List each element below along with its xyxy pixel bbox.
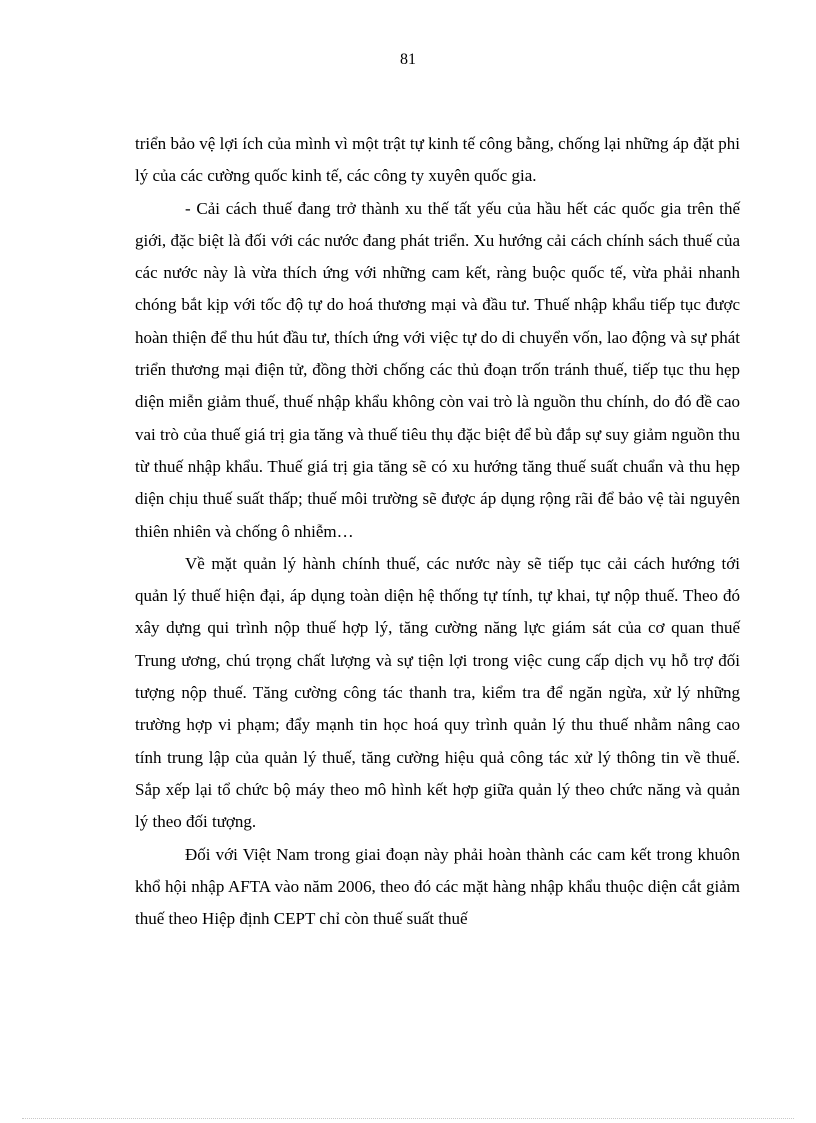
paragraph-vietnam: Đối với Việt Nam trong giai đoạn này phải hoàn thành các cam kết trong khuôn khổ hội nhập AFTA vào năm 2006, theo đó các mặt hàng nhập khẩu thuộc diện cắt giảm thuế theo Hiệp định CEPT chỉ còn thuế suất thuế [135, 844, 740, 929]
paragraph-tax-reform: - Cải cách thuế đang trở thành xu thế tất yếu của hầu hết các quốc gia trên thế giới, đặc biệt là đối với các nước đang phát triển. Xu hướng cải cách chính sách thuế của các nước này là vừa thích ứng với những cam kết, ràng buộc quốc tế, vừa phải nhanh chóng bắt kịp với tốc độ tự do hoá thương mại và đầu tư. Thuế nhập khẩu tiếp tục được hoàn thiện để thu hút đầu tư, thích ứng với việc tự do di chuyển vốn, lao động và sự phát triển thương mại điện tử, đồng thời chống các thủ đoạn trốn tránh thuế, tiếp tục thu hẹp diện miễn giảm thuế, thuế nhập khẩu không còn vai trò là nguồn thu chính, do đó đề cao vai trò của thuế giá trị gia tăng và thuế tiêu thụ đặc biệt để bù đắp sự suy giảm nguồn thu từ thuế nhập khẩu. Thuế giá trị gia tăng sẽ có xu hướng tăng thuế suất chuẩn và thu hẹp diện chịu thuế suất thấp; thuế môi trường sẽ được áp dụng rộng rãi để bảo vệ tài nguyên thiên nhiên và chống ô nhiễm… [135, 198, 740, 541]
paragraph-tax-administration: Về mặt quản lý hành chính thuế, các nước này sẽ tiếp tục cải cách hướng tới quản lý thuế hiện đại, áp dụng toàn diện hệ thống tự tính, tự khai, tự nộp thuế. Theo đó xây dựng qui trình nộp thuế hợp lý, tăng cường năng lực giám sát của cơ quan thuế Trung ương, chú trọng chất lượng và sự tiện lợi trong việc cung cấp dịch vụ hỗ trợ đối tượng nộp thuế. Tăng cường công tác thanh tra, kiểm tra để ngăn ngừa, xử lý những trường hợp vi phạm; đẩy mạnh tin học hoá quy trình quản lý thu thuế nhằm nâng cao tính trung lập của quản lý thuế, tăng cường hiệu quả công tác xử lý thông tin về thuế. Sắp xếp lại tổ chức bộ máy theo mô hình kết hợp giữa quản lý theo chức năng và quản lý theo đối tượng. [135, 553, 740, 832]
paragraph-continuation: triển bảo vệ lợi ích của mình vì một trật tự kinh tế công bằng, chống lại những áp đặt phi lý của các cường quốc kinh tế, các công ty xuyên quốc gia. [135, 134, 740, 186]
document-body [135, 128, 740, 935]
page-bottom-divider [22, 1118, 794, 1119]
page-number: 81 [400, 51, 416, 68]
